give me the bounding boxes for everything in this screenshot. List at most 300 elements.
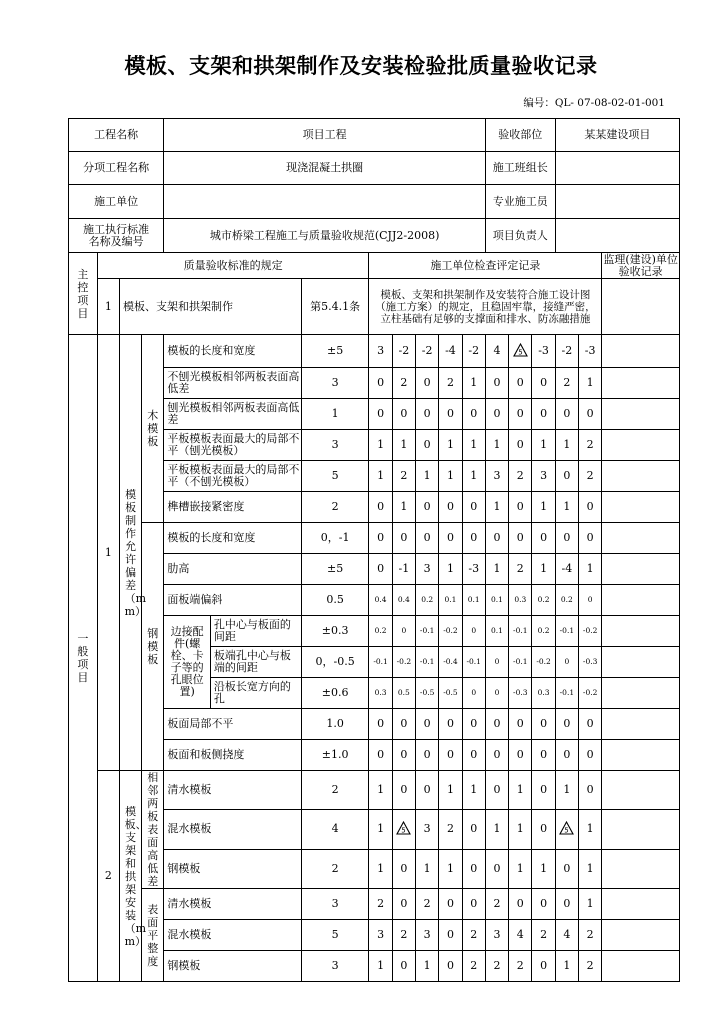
check-value: 1 xyxy=(579,889,602,920)
check-value: 2 xyxy=(439,368,462,399)
check-value: 1 xyxy=(555,771,578,810)
check-value: 0 xyxy=(369,399,392,430)
check-value-warning xyxy=(555,810,578,849)
check-value: 0 xyxy=(485,740,508,771)
acceptance-part-value: 某某建设项目 xyxy=(555,119,679,152)
check-value: 1 xyxy=(462,771,485,810)
quality-standard-header: 质量验收标准的规定 xyxy=(97,253,369,279)
check-value: 0 xyxy=(555,740,578,771)
check-value: -2 xyxy=(416,335,439,368)
steel-formwork-label: 钢模板 xyxy=(142,523,164,771)
check-value: 2 xyxy=(509,461,532,492)
check-value: 0 xyxy=(369,523,392,554)
check-value: -2 xyxy=(462,335,485,368)
supervisor-cell xyxy=(602,647,680,678)
tolerance: ±0.6 xyxy=(301,678,369,709)
check-value: 1 xyxy=(579,810,602,849)
check-value: 0 xyxy=(509,709,532,740)
check-value: 1 xyxy=(555,951,578,982)
check-value: 1 xyxy=(369,461,392,492)
header-row-4 xyxy=(69,219,680,253)
check-value: 0 xyxy=(392,951,415,982)
check-value: 0 xyxy=(392,889,415,920)
team-leader-value xyxy=(555,152,679,185)
item-name: 刨光模板相邻两板表面高低差 xyxy=(164,399,301,430)
tolerance: 3 xyxy=(301,368,369,399)
check-value: 0 xyxy=(485,678,508,709)
item-name: 面板端偏斜 xyxy=(164,585,301,616)
check-value: 2 xyxy=(485,951,508,982)
check-value: 2 xyxy=(509,951,532,982)
check-value: 0 xyxy=(416,709,439,740)
check-value: 2 xyxy=(392,461,415,492)
project-name-label: 工程名称 xyxy=(69,119,164,152)
supervisor-cell xyxy=(602,849,680,888)
check-value: 0 xyxy=(392,399,415,430)
check-value: 2 xyxy=(416,889,439,920)
check-value: -0.1 xyxy=(555,616,578,647)
check-value: 0 xyxy=(439,399,462,430)
check-value: -2 xyxy=(392,335,415,368)
check-value: 0 xyxy=(509,430,532,461)
check-value: 0 xyxy=(439,709,462,740)
check-value: -1 xyxy=(392,554,415,585)
tolerance: 0.5 xyxy=(301,585,369,616)
check-value: 0 xyxy=(392,709,415,740)
check-value: 0 xyxy=(462,709,485,740)
item-name: 混水模板 xyxy=(164,920,301,951)
check-value: 1 xyxy=(509,810,532,849)
check-value: 1 xyxy=(462,430,485,461)
check-value: 1 xyxy=(439,430,462,461)
check-value: 0 xyxy=(416,771,439,810)
check-value: 1 xyxy=(439,554,462,585)
item-name: 混水模板 xyxy=(164,810,301,849)
check-value: 3 xyxy=(532,461,555,492)
supervisor-record-header: 监理(建设)单位验收记录 xyxy=(603,252,678,278)
check-value: -0.2 xyxy=(439,616,462,647)
team-leader-label: 施工班组长 xyxy=(485,152,555,185)
construction-unit-label: 施工单位 xyxy=(69,185,164,219)
tolerance: ±0.3 xyxy=(301,616,369,647)
tolerance: 1.0 xyxy=(301,709,369,740)
check-value-warning xyxy=(392,810,415,849)
page-title: 模板、支架和拱架制作及安装检验批质量验收记录 xyxy=(124,54,598,78)
check-value: -0.2 xyxy=(579,616,602,647)
check-value: 0 xyxy=(532,771,555,810)
general-items-label: 一般项目 xyxy=(69,335,98,982)
check-value: 1 xyxy=(439,771,462,810)
check-value: 2 xyxy=(555,368,578,399)
check-value: 0 xyxy=(369,709,392,740)
check-value: 1 xyxy=(462,368,485,399)
check-value: 0 xyxy=(485,523,508,554)
supervisor-cell xyxy=(602,616,680,647)
check-value: 0.2 xyxy=(555,585,578,616)
item-name: 板端孔中心与板端的间距 xyxy=(210,647,301,678)
check-value: 0 xyxy=(485,647,508,678)
main-items-label: 主控项目 xyxy=(69,253,98,335)
supervisor-cell xyxy=(602,920,680,951)
check-value: 0 xyxy=(555,709,578,740)
supervisor-cell xyxy=(602,740,680,771)
supervisor-cell xyxy=(602,430,680,461)
check-value: 0.3 xyxy=(509,585,532,616)
check-value: 0 xyxy=(439,492,462,523)
warning-triangle-icon xyxy=(396,821,411,835)
tolerance: ±1.0 xyxy=(301,740,369,771)
construction-unit-value xyxy=(164,185,486,219)
supervisor-cell xyxy=(602,951,680,982)
check-value: 0 xyxy=(509,740,532,771)
tolerance: 5 xyxy=(301,461,369,492)
adjacent-diff-label: 相邻两板表面高低差 xyxy=(142,771,164,889)
check-value: 0 xyxy=(532,523,555,554)
item-name: 模板的长度和宽度 xyxy=(164,335,301,368)
check-value: 0 xyxy=(579,585,602,616)
project-manager-value xyxy=(555,219,679,253)
check-value: -0.1 xyxy=(416,616,439,647)
check-value: 0 xyxy=(509,399,532,430)
check-value: 1 xyxy=(509,849,532,888)
check-value: 2 xyxy=(462,951,485,982)
check-value: -3 xyxy=(462,554,485,585)
check-value: -0.1 xyxy=(462,647,485,678)
professional-value xyxy=(555,185,679,219)
check-value: 1 xyxy=(485,810,508,849)
check-value: 1 xyxy=(416,849,439,888)
tolerance: 2 xyxy=(301,771,369,810)
item-name: 不刨光模板相邻两板表面高低差 xyxy=(164,368,301,399)
check-value: 0 xyxy=(509,523,532,554)
check-value: 0 xyxy=(532,709,555,740)
check-value: 0.3 xyxy=(532,678,555,709)
check-value: 0 xyxy=(416,368,439,399)
check-value: 0 xyxy=(439,951,462,982)
check-value: 1 xyxy=(369,771,392,810)
check-value: 2 xyxy=(579,461,602,492)
check-value: 2 xyxy=(579,430,602,461)
check-value: 1 xyxy=(532,849,555,888)
check-value: 0.5 xyxy=(392,678,415,709)
tolerance: 4 xyxy=(301,810,369,849)
check-value: 0 xyxy=(509,368,532,399)
check-value: 0 xyxy=(462,678,485,709)
check-value: 1 xyxy=(579,554,602,585)
check-value: 0 xyxy=(416,430,439,461)
check-value: 0 xyxy=(392,771,415,810)
check-value: 0 xyxy=(485,771,508,810)
check-value: 0 xyxy=(485,399,508,430)
check-value: 0.3 xyxy=(369,678,392,709)
check-value: -0.3 xyxy=(509,678,532,709)
header-row-3 xyxy=(69,185,680,219)
edge-hole-label: 边接配件(螺栓、卡子等的孔眼位置) xyxy=(164,616,211,709)
check-value: -0.1 xyxy=(509,616,532,647)
check-value: 0 xyxy=(532,368,555,399)
item-name: 钢模板 xyxy=(164,849,301,888)
check-value: 0 xyxy=(532,399,555,430)
record-table xyxy=(68,118,680,982)
check-value: -0.5 xyxy=(416,678,439,709)
check-value: 1 xyxy=(485,492,508,523)
check-value: 1 xyxy=(555,492,578,523)
check-value: 1 xyxy=(369,430,392,461)
supervisor-cell xyxy=(602,810,680,849)
check-value: 0 xyxy=(369,740,392,771)
check-value: 1 xyxy=(392,430,415,461)
supervisor-cell xyxy=(602,461,680,492)
tolerance: ±5 xyxy=(301,554,369,585)
warning-triangle-icon xyxy=(513,343,528,357)
check-value: 1 xyxy=(555,430,578,461)
check-value: 1 xyxy=(462,461,485,492)
table-row xyxy=(69,523,680,554)
check-value: -0.1 xyxy=(555,678,578,709)
group2-label: 模板、支架和拱架安装（mm） xyxy=(120,771,142,982)
check-value: 0 xyxy=(532,889,555,920)
check-value: 0 xyxy=(485,709,508,740)
main-item-no: 1 xyxy=(97,279,119,335)
flatness-label: 表面平整度 xyxy=(142,889,164,982)
main-item-row xyxy=(69,279,680,335)
check-value: 2 xyxy=(439,810,462,849)
check-value: 1 xyxy=(416,951,439,982)
check-value: 0 xyxy=(579,740,602,771)
header-row-1 xyxy=(69,119,680,152)
check-value: 1 xyxy=(439,461,462,492)
item-name: 沿板长宽方向的孔 xyxy=(210,678,301,709)
check-value: 0 xyxy=(439,889,462,920)
check-value: 0 xyxy=(416,492,439,523)
check-value: 0 xyxy=(462,492,485,523)
inspection-record-header: 施工单位检查评定记录 xyxy=(369,253,602,279)
check-value: 1 xyxy=(439,849,462,888)
check-value: 0 xyxy=(509,492,532,523)
supervisor-cell xyxy=(602,585,680,616)
check-value: 1 xyxy=(485,554,508,585)
check-value: 0 xyxy=(462,889,485,920)
check-value: 0 xyxy=(555,399,578,430)
check-value: 0 xyxy=(369,368,392,399)
check-value: 0.2 xyxy=(369,616,392,647)
tolerance: 1 xyxy=(301,399,369,430)
check-value: -0.1 xyxy=(369,647,392,678)
check-value: -0.2 xyxy=(392,647,415,678)
check-value: 4 xyxy=(555,920,578,951)
item-name: 榫槽嵌接紧密度 xyxy=(164,492,301,523)
svg-text:5: 5 xyxy=(564,826,570,835)
check-value: 0 xyxy=(555,461,578,492)
check-value: 0 xyxy=(532,951,555,982)
check-value: 0 xyxy=(555,523,578,554)
check-value: 3 xyxy=(416,920,439,951)
supervisor-cell xyxy=(602,771,680,810)
check-value: 0.4 xyxy=(369,585,392,616)
check-value: -3 xyxy=(579,335,602,368)
check-value: 3 xyxy=(369,335,392,368)
check-value: 1 xyxy=(369,810,392,849)
supervisor-cell xyxy=(602,335,680,368)
item-name: 平板模板表面最大的局部不平（刨光模板） xyxy=(164,430,301,461)
supervisor-cell xyxy=(602,492,680,523)
check-value: 2 xyxy=(369,889,392,920)
check-value: 4 xyxy=(485,335,508,368)
check-value: 2 xyxy=(392,920,415,951)
main-item-name: 模板、支架和拱架制作 xyxy=(120,279,302,335)
check-value: 0 xyxy=(369,554,392,585)
sub-project-value: 现浇混凝土拱圈 xyxy=(164,152,486,185)
check-value: 3 xyxy=(369,920,392,951)
check-value: 1 xyxy=(532,554,555,585)
check-value: 0 xyxy=(579,771,602,810)
standard-value: 城市桥梁工程施工与质量验收规范(CJJ2-2008) xyxy=(164,219,486,253)
tolerance: ±5 xyxy=(301,335,369,368)
warning-triangle-icon xyxy=(559,821,574,835)
tolerance: 0，-0.5 xyxy=(301,647,369,678)
item-name: 肋高 xyxy=(164,554,301,585)
check-value: 1 xyxy=(369,951,392,982)
check-value: 1 xyxy=(416,461,439,492)
check-value: 0 xyxy=(416,399,439,430)
check-value: -0.4 xyxy=(439,647,462,678)
check-value: 0.1 xyxy=(485,585,508,616)
check-value: 0 xyxy=(485,368,508,399)
check-value: 0 xyxy=(555,849,578,888)
project-name-value: 项目工程 xyxy=(164,119,486,152)
tolerance: 0，-1 xyxy=(301,523,369,554)
check-value: 0.4 xyxy=(392,585,415,616)
check-value: 0 xyxy=(462,523,485,554)
acceptance-part-label: 验收部位 xyxy=(485,119,555,152)
tolerance: 3 xyxy=(301,889,369,920)
item-name: 钢模板 xyxy=(164,951,301,982)
item-name: 模板的长度和宽度 xyxy=(164,523,301,554)
check-value: -0.5 xyxy=(439,678,462,709)
supervisor-cell xyxy=(602,368,680,399)
check-value: 0.2 xyxy=(532,585,555,616)
svg-text:5: 5 xyxy=(518,348,523,356)
check-value: 2 xyxy=(485,889,508,920)
check-value: 0.2 xyxy=(416,585,439,616)
check-value: 3 xyxy=(485,920,508,951)
check-value: 2 xyxy=(462,920,485,951)
check-value: -4 xyxy=(555,554,578,585)
check-value: 0 xyxy=(555,889,578,920)
check-value: -3 xyxy=(532,335,555,368)
project-manager-label: 项目负责人 xyxy=(485,219,555,253)
check-value: 0.1 xyxy=(462,585,485,616)
supervisor-cell xyxy=(602,889,680,920)
check-value: 0 xyxy=(462,740,485,771)
check-value: -2 xyxy=(555,335,578,368)
check-value: 0 xyxy=(416,740,439,771)
item-name: 孔中心与板面的间距 xyxy=(210,616,301,647)
check-value: 2 xyxy=(532,920,555,951)
check-value-warning xyxy=(509,335,532,368)
check-value: -0.1 xyxy=(509,647,532,678)
check-value: 1 xyxy=(485,430,508,461)
sub-project-label: 分项工程名称 xyxy=(69,152,164,185)
item-name: 板面局部不平 xyxy=(164,709,301,740)
check-value: 1 xyxy=(392,492,415,523)
group1-no: 1 xyxy=(97,335,119,771)
check-value: 0 xyxy=(462,399,485,430)
check-value: 0 xyxy=(579,399,602,430)
tolerance: 2 xyxy=(301,492,369,523)
check-value: 0 xyxy=(439,523,462,554)
column-header-row xyxy=(69,253,680,279)
check-value: 0 xyxy=(462,616,485,647)
check-value: 0 xyxy=(485,849,508,888)
supervisor-cell xyxy=(602,678,680,709)
check-value: 0 xyxy=(579,523,602,554)
check-value: 0 xyxy=(392,616,415,647)
svg-text:5: 5 xyxy=(401,826,407,835)
main-item-record: 模板、支架和拱架制作及安装符合施工设计图（施工方案）的规定，且稳固牢靠，接缝严密，立柱基础有足够的支撑面和排水、防冻融措施 xyxy=(369,279,602,335)
professional-label: 专业施工员 xyxy=(485,185,555,219)
tolerance: 5 xyxy=(301,920,369,951)
supervisor-cell xyxy=(602,399,680,430)
check-value: 2 xyxy=(579,920,602,951)
check-value: -0.1 xyxy=(416,647,439,678)
wood-formwork-label: 木模板 xyxy=(142,335,164,523)
check-value: 1 xyxy=(509,771,532,810)
check-value: -4 xyxy=(439,335,462,368)
check-value: 3 xyxy=(485,461,508,492)
check-value: 0 xyxy=(532,740,555,771)
check-value: 0 xyxy=(416,523,439,554)
check-value: 1 xyxy=(579,368,602,399)
group2-no: 2 xyxy=(97,771,119,982)
check-value: 0 xyxy=(555,647,578,678)
supervisor-cell xyxy=(602,709,680,740)
check-value: 0 xyxy=(462,849,485,888)
table-row xyxy=(69,889,680,920)
record-code: 编号：QL- 07-08-02-01-001 xyxy=(523,97,665,109)
tolerance: 3 xyxy=(301,951,369,982)
check-value: 0 xyxy=(509,889,532,920)
check-value: 0 xyxy=(462,810,485,849)
check-value: 3 xyxy=(416,810,439,849)
check-value: 0 xyxy=(532,810,555,849)
check-value: 0 xyxy=(392,740,415,771)
tolerance: 3 xyxy=(301,430,369,461)
supervisor-cell xyxy=(602,523,680,554)
check-value: -0.3 xyxy=(579,647,602,678)
supervisor-cell xyxy=(602,554,680,585)
item-name: 清水模板 xyxy=(164,889,301,920)
check-value: 1 xyxy=(532,492,555,523)
standard-label: 施工执行标准名称及编号 xyxy=(69,219,164,253)
check-value: 0.1 xyxy=(439,585,462,616)
check-value: 1 xyxy=(532,430,555,461)
check-value: 0.1 xyxy=(485,616,508,647)
check-value: 0 xyxy=(579,492,602,523)
check-value: 0 xyxy=(369,492,392,523)
check-value: 1 xyxy=(369,849,392,888)
check-value: 0 xyxy=(439,740,462,771)
main-item-clause: 第5.4.1条 xyxy=(301,279,369,335)
check-value: -0.2 xyxy=(532,647,555,678)
check-value: 0 xyxy=(392,849,415,888)
header-row-2 xyxy=(69,152,680,185)
check-value: 2 xyxy=(579,951,602,982)
check-value: 0 xyxy=(579,709,602,740)
check-value: 1 xyxy=(579,849,602,888)
check-value: 0 xyxy=(439,920,462,951)
check-value: -0.2 xyxy=(579,678,602,709)
